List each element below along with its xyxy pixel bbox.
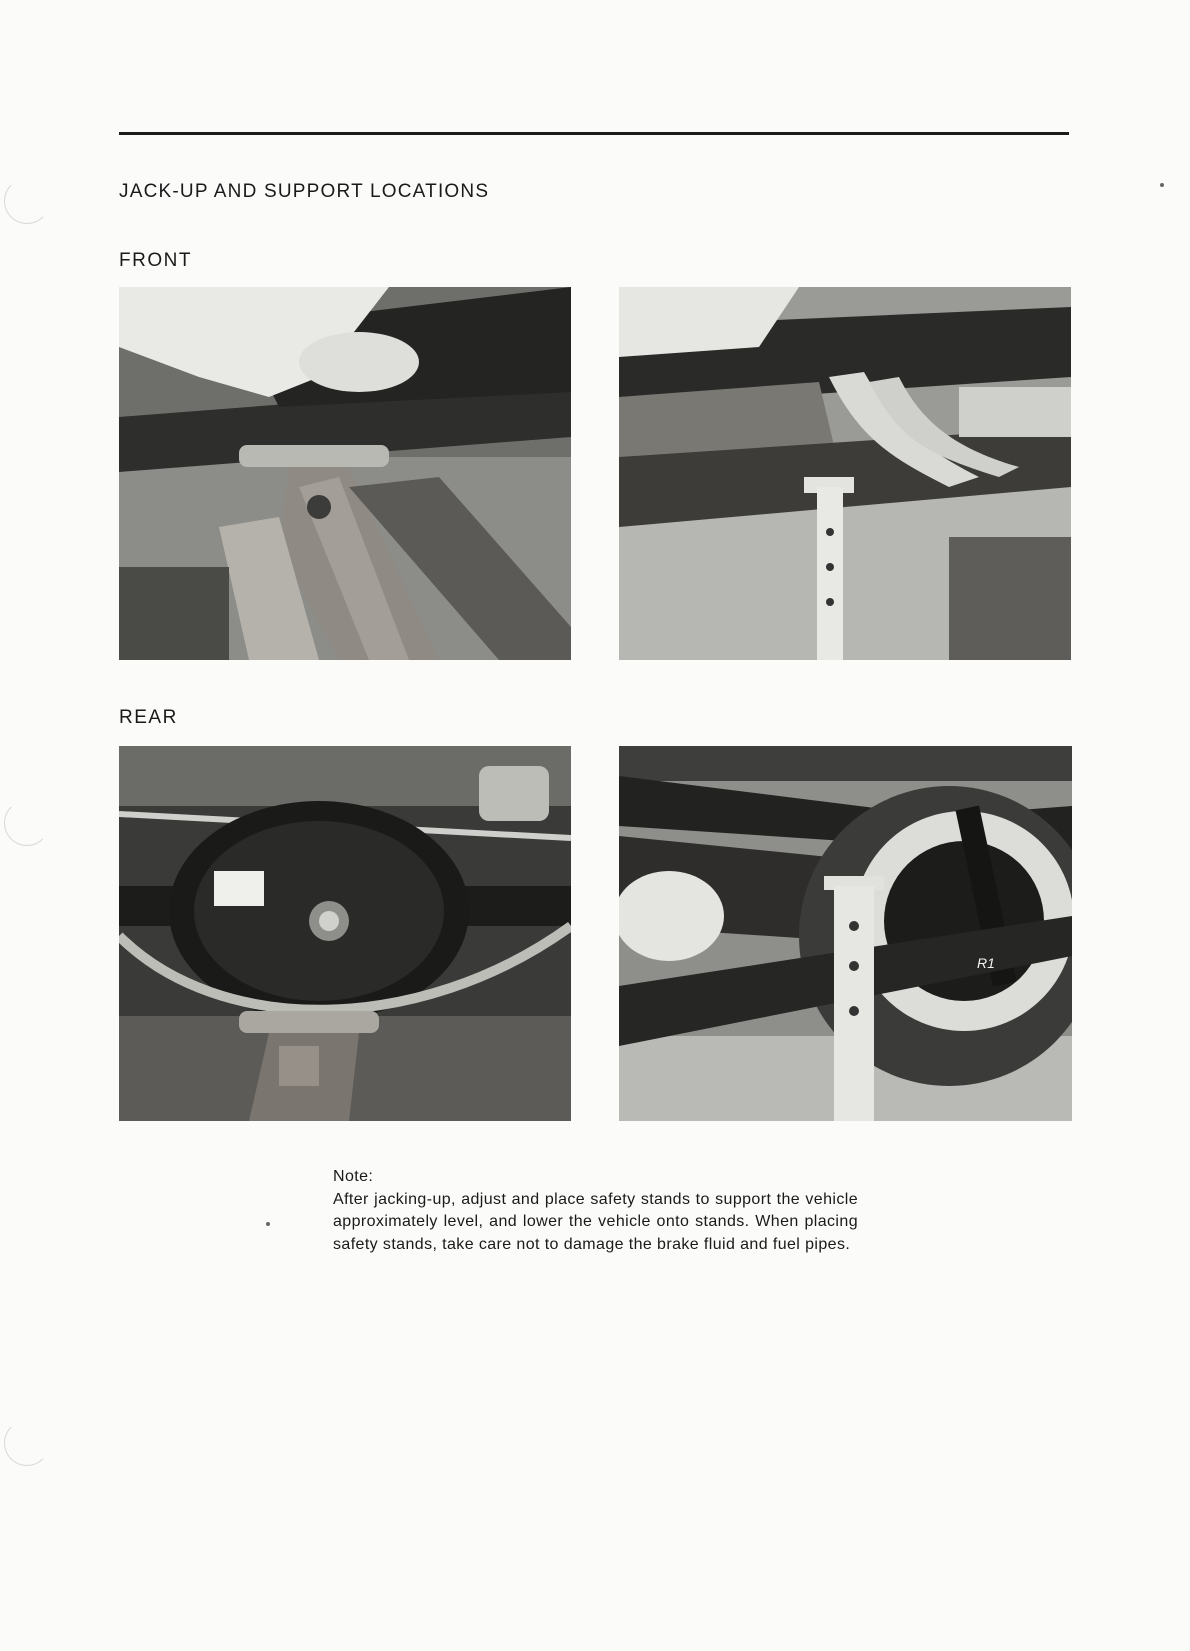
- photo-rear-stand-image: [619, 746, 1072, 1121]
- photo-rear-stand: [619, 746, 1072, 1121]
- photo-rear-jack: [119, 746, 571, 1121]
- wheel-marking: R1: [977, 955, 995, 971]
- binder-hole-mark: [4, 1420, 50, 1466]
- note-text: After jacking-up, adjust and place safety stands to support the vehicle approximately level, and lower the vehicle onto stands. When placing safety stands, take care not to damage the brake fluid and fuel pipes.: [333, 1190, 858, 1253]
- note-block: [333, 1166, 858, 1256]
- photo-front-jack: [119, 287, 571, 660]
- photo-front-stand: [619, 287, 1071, 660]
- photo-front-stand-image: [619, 287, 1071, 660]
- photo-front-jack-image: [119, 287, 571, 660]
- header-rule: [119, 132, 1069, 135]
- section-heading-rear: REAR: [119, 707, 178, 728]
- paper-speck: [1160, 183, 1164, 187]
- photo-rear-jack-image: [119, 746, 571, 1121]
- paper-speck: [266, 1222, 270, 1226]
- binder-hole-mark: [4, 178, 50, 224]
- note-label: Note:: [333, 1168, 374, 1185]
- section-heading-front: FRONT: [119, 250, 192, 271]
- binder-hole-mark: [4, 800, 50, 846]
- page-title: JACK-UP AND SUPPORT LOCATIONS: [119, 181, 490, 202]
